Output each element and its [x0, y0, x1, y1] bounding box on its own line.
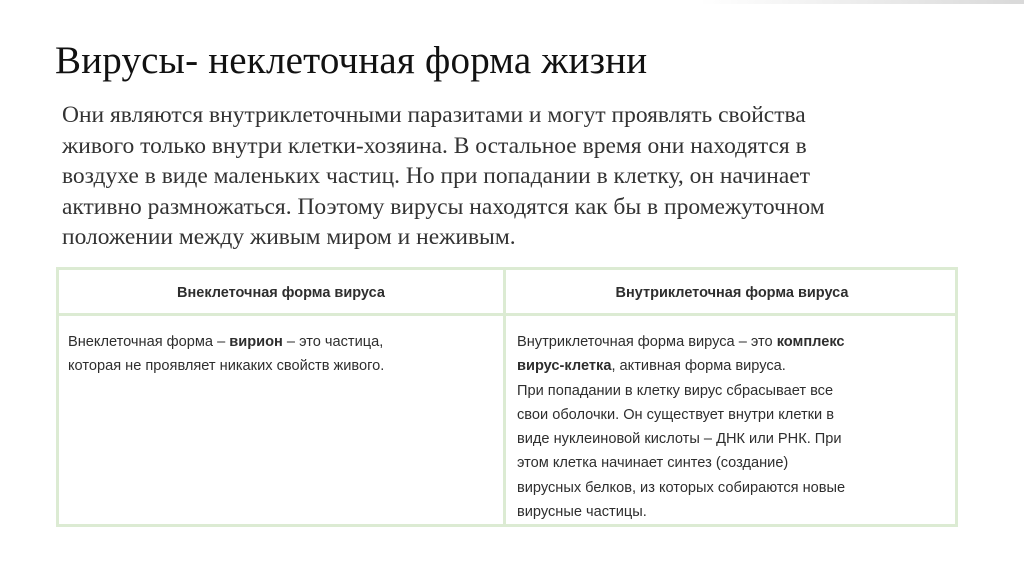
intro-paragraph: [62, 100, 992, 253]
cell-line: вирусных белков, из которых собираются новые: [517, 479, 846, 496]
table-header-divider: [59, 313, 955, 316]
paragraph-line: положении между живым миром и неживым.: [62, 224, 516, 250]
comparison-table: [56, 267, 958, 527]
table-header-extracellular: Внеклеточная форма вируса: [177, 285, 385, 301]
cell-line: которая не проявляет никаких свойств живого.: [68, 358, 385, 375]
top-edge-shadow: [700, 0, 1024, 4]
cell-text: Внутриклеточная форма вируса – это: [517, 334, 777, 350]
cell-text: – это частица,: [282, 334, 384, 350]
cell-line: вирусные частицы.: [517, 504, 647, 521]
cell-bold-term: вирион: [229, 334, 283, 350]
paragraph-line: Они являются внутриклеточными паразитами и могут проявлять свойства: [62, 102, 806, 128]
cell-line: свои оболочки. Он существует внутри клетки в: [517, 406, 834, 423]
cell-line: При попадании в клетку вирус сбрасывает все: [517, 382, 834, 399]
cell-line: виде нуклеиновой кислоты – ДНК или РНК. При: [517, 431, 842, 448]
cell-bold-term: комплекс: [776, 334, 845, 350]
table-cell-extracellular: [68, 330, 498, 379]
cell-line: этом клетка начинает синтез (создание): [517, 455, 789, 472]
table-cell-intracellular: [517, 330, 957, 524]
cell-line: [68, 330, 498, 354]
cell-text: , активная форма вируса.: [611, 358, 786, 375]
cell-bold-term: вирус-клетка: [517, 358, 612, 375]
cell-line: [517, 330, 957, 354]
paragraph-line: живого только внутри клетки-хозяина. В остальное время они находятся в: [62, 132, 807, 159]
paragraph-line: активно размножаться. Поэтому вирусы находятся как бы в промежуточном: [62, 193, 825, 220]
cell-text: Внеклеточная форма –: [68, 334, 230, 350]
cell-line: [517, 354, 957, 378]
paragraph-line: воздухе в виде маленьких частиц. Но при попадании в клетку, он начинает: [62, 163, 811, 189]
slide-title: Вирусы- неклеточная форма жизни: [55, 39, 648, 82]
table-header-intracellular: Внутриклеточная форма вируса: [615, 285, 849, 301]
